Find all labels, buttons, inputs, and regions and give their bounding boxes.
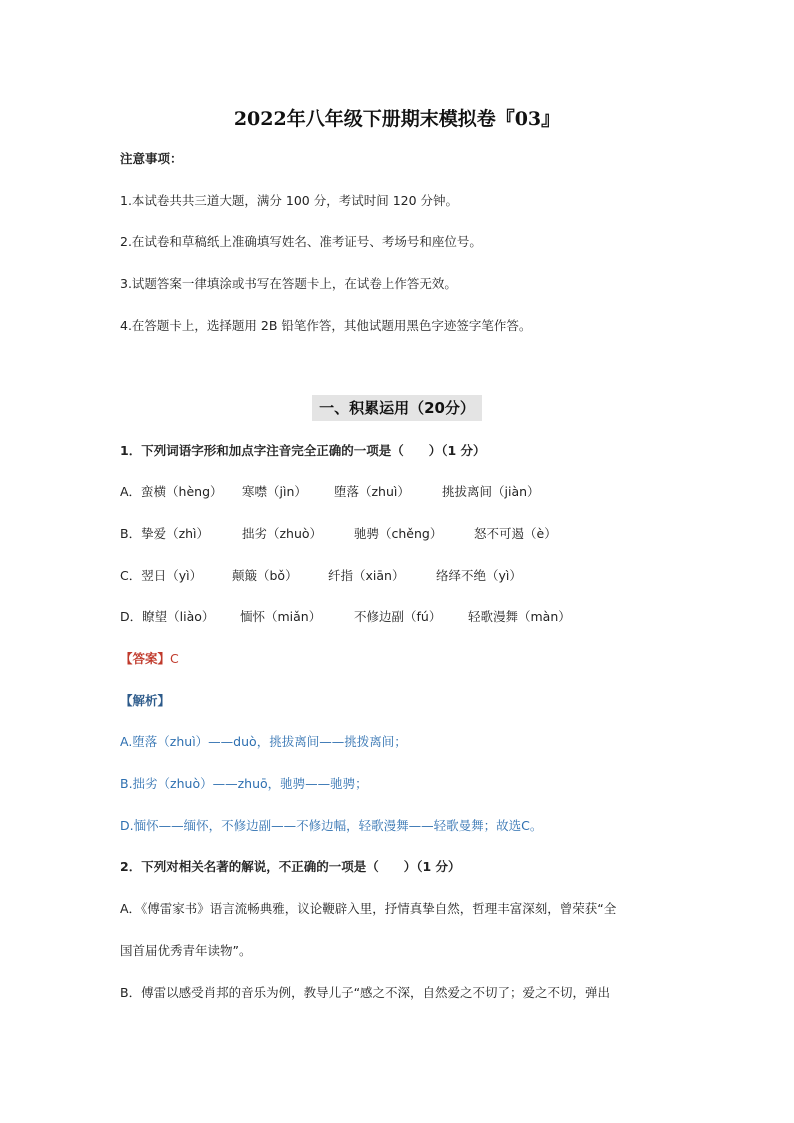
notice-item: 2.在试卷和草稿纸上准确填写姓名、准考证号、考场号和座位号。 [120, 234, 482, 249]
question-2-stem: 2．下列对相关名著的解说，不正确的一项是（ ）（1 分） [120, 859, 461, 874]
question-2-option-b: B．傅雷以感受肖邦的音乐为例，教导儿子“感之不深，自然爱之不切了；爱之不切，弹出 [120, 985, 611, 1000]
question-1-option-c [120, 567, 522, 585]
question-1-option-a [120, 483, 540, 501]
option-term: 轻歌漫舞（màn） [468, 609, 571, 624]
option-term: 寒噤（jìn） [242, 484, 307, 499]
question-1-option-d [120, 608, 571, 626]
answer-line [120, 650, 179, 668]
option-term: D．瞭望（liào） [120, 609, 215, 624]
analysis-line: B.拙劣（zhuò）——zhuō，驰骋——驰骋； [120, 776, 368, 791]
option-term: 堕落（zhuì） [334, 484, 410, 499]
question-2-option-a-cont: 国首届优秀青年读物”。 [120, 943, 252, 958]
option-term: 挑拔离间（jiàn） [442, 484, 540, 499]
option-term: 颠簸（bǒ） [232, 568, 298, 583]
notice-item: 3.试题答案一律填涂或书写在答题卡上，在试卷上作答无效。 [120, 276, 457, 291]
section-heading: 一、积累运用（20分） [312, 395, 482, 421]
option-term: A．蛮横（hèng） [120, 484, 223, 499]
option-term: 怒不可遏（è） [474, 526, 557, 541]
answer-value: C [170, 651, 179, 666]
option-term: C．翌日（yì） [120, 568, 203, 583]
question-1-option-b [120, 525, 557, 543]
notice-item: 4.在答题卡上，选择题用 2B 铅笔作答，其他试题用黑色字迹签字笔作答。 [120, 318, 532, 333]
option-term: 愐怀（miǎn） [240, 609, 322, 624]
analysis-line: D.愐怀——缅怀，不修边副——不修边幅，轻歌漫舞——轻歌曼舞；故选C。 [120, 818, 543, 833]
analysis-line: A.堕落（zhuì）——duò，挑拔离间——挑拨离间； [120, 734, 407, 749]
answer-label: 【答案】 [120, 651, 171, 666]
notice-item: 1.本试卷共共三道大题，满分 100 分，考试时间 120 分钟。 [120, 193, 459, 208]
option-term: B．挚爱（zhì） [120, 526, 210, 541]
option-term: 不修边副（fú） [354, 609, 442, 624]
option-term: 纤指（xiān） [328, 568, 405, 583]
exam-title: 2022年八年级下册期末模拟卷『03』 [233, 108, 561, 130]
option-term: 驰骋（chěng） [354, 526, 443, 541]
analysis-label: 【解析】 [120, 693, 171, 708]
notice-heading: 注意事项： [120, 151, 183, 166]
question-2-option-a: A．《傅雷家书》语言流畅典雅，议论鞭辟入里，抒情真挚自然，哲理丰富深刻，曾荣获“全 [120, 901, 617, 916]
question-1-stem: 1．下列词语字形和加点字注音完全正确的一项是（ ）（1 分） [120, 443, 486, 458]
option-term: 络绎不绝（yì） [436, 568, 522, 583]
option-term: 拙劣（zhuò） [242, 526, 323, 541]
